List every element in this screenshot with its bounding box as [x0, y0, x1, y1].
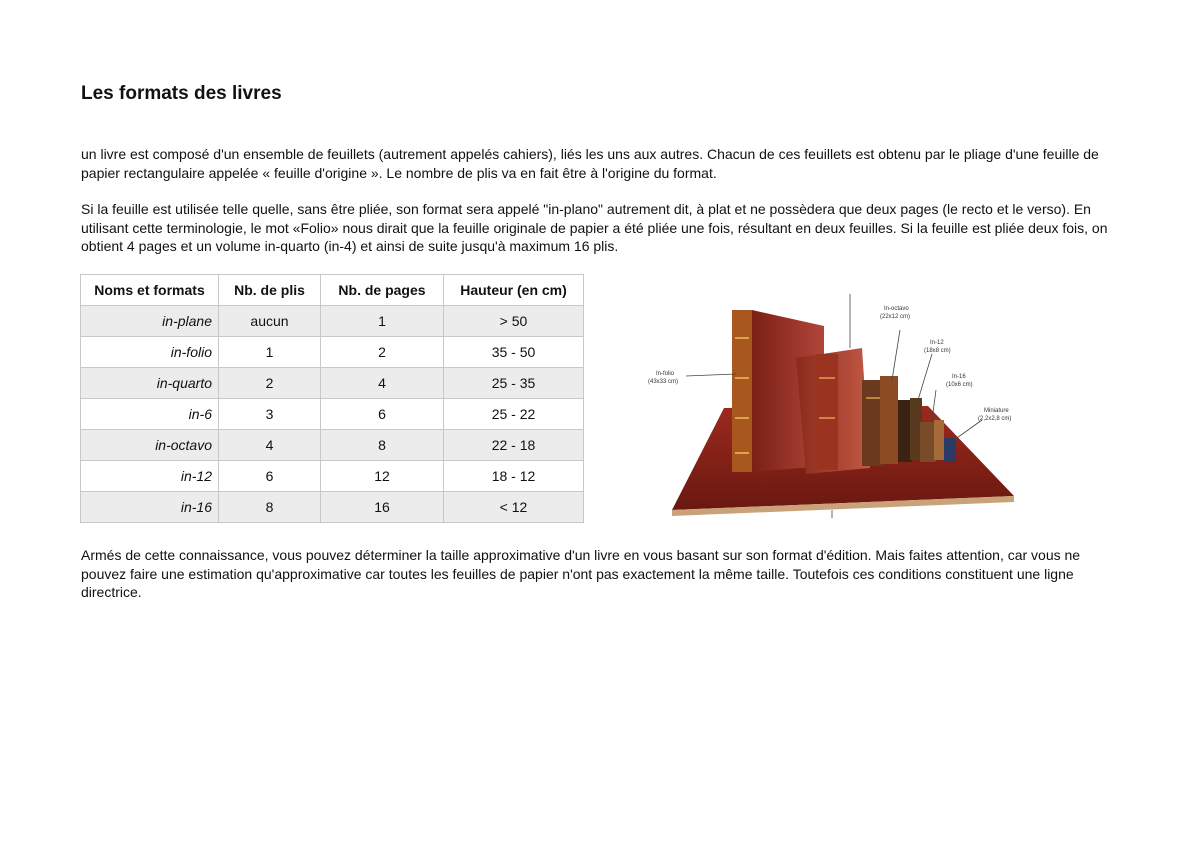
folds-value: 1 [219, 337, 321, 368]
header-names: Noms et formats [81, 275, 219, 306]
in-octavo-book-icon [862, 376, 898, 466]
label-in-16-size: (10x6 cm) [946, 382, 973, 388]
pages-value: 6 [321, 399, 444, 430]
format-name: in-16 [81, 492, 219, 523]
page-title: Les formats des livres [81, 83, 282, 104]
pages-value: 16 [321, 492, 444, 523]
header-height: Hauteur (en cm) [444, 275, 584, 306]
label-in-octavo: In-octavo [884, 306, 909, 312]
table-row [81, 492, 584, 523]
pointer-line [892, 330, 900, 380]
conclusion-paragraph: Armés de cette connaissance, vous pouvez déterminer la taille approximative d'un livre en vous basant sur son format d'édition. Mais faites attention, car vous ne pouvez faire une estimation qu'approximative car toutes les feuilles de papier n'ont pas exactement la même taille. Toutefois ces conditions constituent une ligne directrice. [81, 547, 1081, 600]
pages-value: 2 [321, 337, 444, 368]
folds-value: aucun [219, 306, 321, 337]
table-row [81, 368, 584, 399]
label-miniature-size: (2,2x2,8 cm) [978, 416, 1012, 422]
format-name: in-quarto [81, 368, 219, 399]
header-folds: Nb. de plis [219, 275, 321, 306]
in-12-book-icon [898, 398, 922, 462]
folds-value: 3 [219, 399, 321, 430]
format-name: in-folio [81, 337, 219, 368]
format-name: in-plane [81, 306, 219, 337]
height-value: 35 - 50 [444, 337, 584, 368]
pointer-line [686, 374, 736, 376]
pages-value: 8 [321, 430, 444, 461]
formats-table [80, 274, 584, 523]
label-in-octavo-size: (22x12 cm) [880, 314, 911, 320]
label-in-12: In-12 [930, 340, 944, 346]
height-value: < 12 [444, 492, 584, 523]
height-value: 18 - 12 [444, 461, 584, 492]
format-name: in-12 [81, 461, 219, 492]
height-value: > 50 [444, 306, 584, 337]
folds-value: 6 [219, 461, 321, 492]
in-quarto-book-icon [796, 348, 870, 474]
table-row [81, 399, 584, 430]
table-row [81, 306, 584, 337]
pointer-line [918, 354, 932, 400]
plano-paragraph: Si la feuille est utilisée telle quelle, sans être pliée, son format sera appelé "in-plano" autrement dit, à plat et ne possèdera que deux pages (le recto et le verso). En utilisant cette terminologie, le mot «Folio» nous dirait que la feuille originale de papier a été pliée une fois, résultant en deux feuilles. Si la feuille est pliée deux fois, on obtient 4 pages et un volume in-quarto (in-4) et ainsi de suite jusqu'à maximum 16 plis. [81, 201, 1108, 254]
pages-value: 1 [321, 306, 444, 337]
header-pages: Nb. de pages [321, 275, 444, 306]
folds-value: 4 [219, 430, 321, 461]
table-row [81, 430, 584, 461]
book-formats-illustration [636, 288, 1036, 520]
intro-paragraph: un livre est composé d'un ensemble de feuillets (autrement appelés cahiers), liés les uns aux autres. Chacun de ces feuillets est obtenu par le pliage d'une feuille de papier rectangulaire appelée « feuille d'origine ». Le nombre de plis va en fait être à l'origine du format. [81, 146, 1099, 181]
label-in-folio-size: (43x33 cm) [648, 379, 679, 385]
pages-value: 4 [321, 368, 444, 399]
folds-value: 8 [219, 492, 321, 523]
height-value: 22 - 18 [444, 430, 584, 461]
folds-value: 2 [219, 368, 321, 399]
height-value: 25 - 35 [444, 368, 584, 399]
format-name: in-octavo [81, 430, 219, 461]
label-in-folio: In-folio [656, 371, 675, 377]
in-16-book-icon [920, 420, 944, 462]
pages-value: 12 [321, 461, 444, 492]
miniature-book-icon [944, 438, 956, 462]
table-row [81, 337, 584, 368]
label-miniature: Miniature [984, 408, 1009, 414]
format-name: in-6 [81, 399, 219, 430]
table-row [81, 461, 584, 492]
label-in-16: In-16 [952, 374, 966, 380]
table-header-row [81, 275, 584, 306]
height-value: 25 - 22 [444, 399, 584, 430]
pointer-line [954, 420, 982, 440]
label-in-12-size: (18x8 cm) [924, 348, 951, 354]
